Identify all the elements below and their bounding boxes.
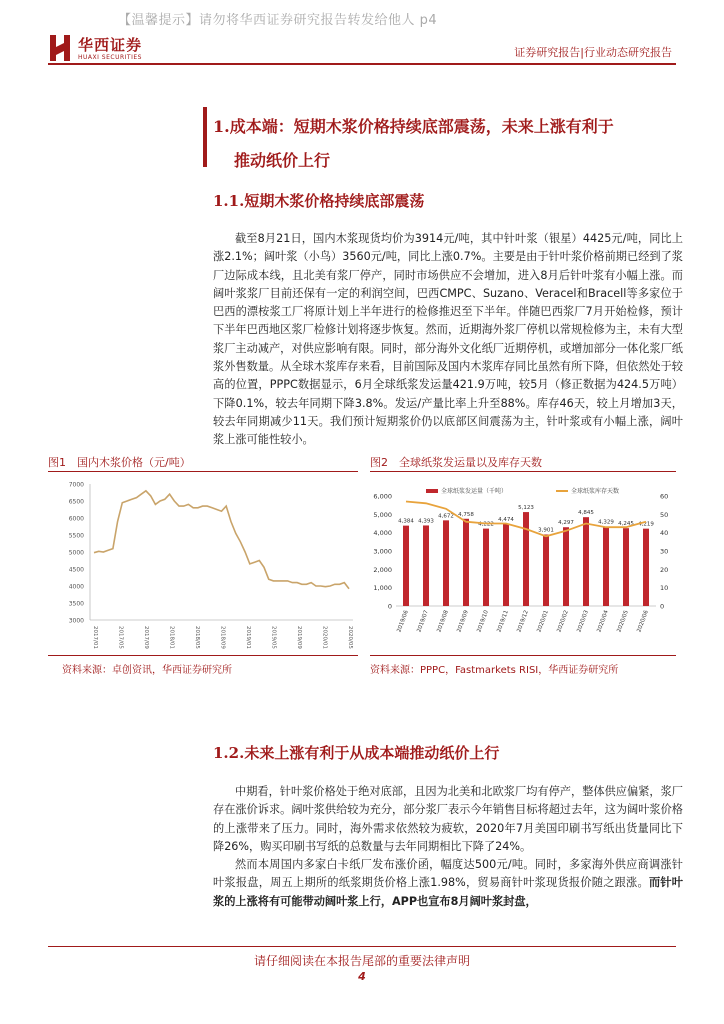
bar-data-label: 5,123: [518, 505, 534, 512]
figure2-title: 图2 全球纸浆发运量以及库存天数: [370, 456, 542, 469]
shipment-bar: [623, 528, 629, 606]
shipment-bar: [603, 527, 609, 606]
section-title-continued: 推动纸价上行: [234, 151, 331, 170]
x-tick-label: 2017/01: [92, 626, 98, 649]
y-tick-label: 4500: [68, 566, 84, 574]
x-tick-label: 2019/08: [436, 609, 450, 634]
section-marker: [203, 107, 207, 167]
x-tick-label: 2019/09: [456, 609, 470, 634]
x-tick-label: 2020/01: [536, 609, 550, 634]
bar-data-label: 3,901: [538, 527, 554, 534]
header-divider: [48, 63, 676, 65]
shipment-bar: [403, 526, 409, 606]
figure1-source: 资料来源：卓创资讯，华西证券研究所: [62, 665, 232, 676]
y-tick-label: 7000: [68, 481, 84, 489]
footer-divider: [48, 946, 676, 947]
bar-data-label: 4,393: [418, 518, 434, 525]
paragraph-mid-term: 中期看，针叶浆价格处于绝对底部，且因为北美和北欧浆厂均有停产，整体供应偏紧，浆厂存在涨价诉求。阔叶浆供给较为充分，部分浆厂表示今年销售目标将超过去年，这为阔叶浆价格的上涨带来了压力。同时，海外需求依然较为疲软，2020年7月美国印刷书写纸出货量同比下降26%，购买印刷书写纸的总数量与去年同期相比下降了24%。: [213, 785, 683, 853]
x-tick-label: 2019/01: [245, 626, 251, 649]
shipment-bar: [563, 527, 569, 606]
shipment-bar: [643, 529, 649, 606]
x-tick-label: 2019/09: [296, 626, 302, 649]
shipment-bar: [443, 520, 449, 606]
x-tick-label: 2020/01: [321, 626, 328, 649]
x-tick-label: 2020/04: [596, 609, 610, 634]
y2-tick-label: 40: [660, 529, 669, 538]
confidentiality-warning: 【温馨提示】请勿将华西证券研究报告转发给他人 p4: [118, 13, 438, 28]
bar-data-label: 4,672: [438, 513, 454, 520]
y-tick-label: 6500: [68, 498, 84, 506]
legend-label-inventory: 全球纸浆库存天数: [571, 488, 620, 495]
y-tick-label: 5000: [68, 549, 84, 557]
x-tick-label: 2020/05: [347, 626, 353, 649]
x-tick-label: 2020/06: [636, 609, 650, 634]
report-type-label: 证券研究报告|行业动态研究报告: [514, 46, 672, 59]
y1-tick-label: 5,000: [373, 510, 392, 519]
section-title: 1.成本端：短期木浆价格持续底部震荡，未来上涨有利于: [213, 117, 614, 136]
x-tick-label: 2020/03: [576, 609, 590, 634]
bar-data-label: 4,329: [598, 519, 614, 526]
y1-tick-label: 1,000: [373, 584, 392, 593]
x-tick-label: 2019/10: [476, 609, 490, 634]
legal-notice: 请仔细阅读在本报告尾部的重要法律声明: [253, 954, 470, 968]
bar-data-label: 4,219: [638, 521, 654, 528]
page-number: 4: [358, 970, 366, 983]
x-tick-label: 2017/09: [143, 626, 149, 649]
figure2-rule: [370, 471, 676, 472]
x-tick-label: 2019/06: [396, 609, 410, 634]
subsection-title-1-2: 1.2.未来上涨有利于从成本端推动纸价上行: [213, 744, 500, 762]
legend-label-shipments: 全球纸浆发运量（千吨）: [441, 488, 508, 495]
y1-tick-label: 6,000: [373, 492, 392, 501]
paragraph-bold-text: 而针叶浆的上涨将有可能带动阔叶浆上行，APP也宣布8月阔叶浆封盘，: [213, 876, 683, 908]
x-tick-label: 2019/11: [496, 609, 510, 634]
bar-data-label: 4,245: [618, 521, 634, 528]
pulp-shipment-bar-chart: [366, 474, 678, 654]
x-tick-label: 2017/05: [117, 626, 124, 649]
figure1-title: 图1 国内木浆价格（元/吨）: [48, 456, 191, 469]
bar-data-label: 4,845: [578, 510, 594, 517]
paragraph-price-increase: [213, 856, 683, 911]
y1-tick-label: 0: [387, 602, 392, 611]
bar-data-label: 4,222: [478, 521, 494, 528]
legend-swatch-shipments: [426, 489, 438, 493]
x-tick-label: 2020/05: [616, 609, 630, 634]
logo-subtext: HUAXI SECURITIES: [78, 54, 142, 61]
logo-text: 华西证券: [78, 36, 143, 54]
y2-tick-label: 60: [660, 492, 669, 501]
shipment-bar: [423, 525, 429, 606]
x-tick-label: 2019/05: [270, 626, 277, 649]
x-tick-label: 2018/01: [168, 626, 175, 649]
y-tick-label: 6000: [68, 515, 84, 523]
company-logo: [48, 33, 198, 65]
figure1-rule: [48, 471, 358, 472]
y2-tick-label: 0: [660, 602, 665, 611]
price-line: [94, 491, 349, 589]
y-tick-label: 3500: [68, 600, 84, 608]
huaxi-logo-icon: [48, 33, 72, 63]
paragraph-normal-text: 然而本周国内多家白卡纸厂发布涨价函，幅度达500元/吨。同时，多家海外供应商调涨针叶浆报盘，周五上期所的纸浆期货价格上涨1.98%，贸易商针叶浆现货报价随之跟涨。: [213, 858, 683, 890]
subsection-title-1-1: 1.1.短期木浆价格持续底部震荡: [213, 192, 425, 210]
x-tick-label: 2019/12: [516, 609, 530, 634]
bar-data-label: 4,297: [558, 520, 574, 527]
shipment-bar: [523, 512, 529, 606]
y-tick-label: 5500: [68, 532, 84, 540]
y1-tick-label: 3,000: [373, 547, 392, 556]
x-tick-label: 2019/07: [416, 609, 430, 634]
y2-tick-label: 50: [660, 510, 669, 519]
bar-data-label: 4,384: [398, 518, 414, 525]
bar-data-label: 4,758: [458, 511, 474, 518]
figure2-source: 资料来源：PPPC，Fastmarkets RISI，华西证券研究所: [370, 665, 619, 676]
y-tick-label: 4000: [68, 583, 84, 591]
y1-tick-label: 4,000: [373, 529, 392, 538]
shipment-bar: [463, 519, 469, 606]
x-tick-label: 2020/02: [556, 609, 570, 634]
paragraph-pulp-price: 截至8月21日，国内木浆现货均价为3914元/吨，其中针叶浆（银星）4425元/吨，同比上涨2.1%；阔叶浆（小鸟）3560元/吨，同比上涨0.7%。主要是由于针叶浆价格前期已经到了浆厂边际成本线，且北美有浆厂停产，同时市场供应不会增加，进入8月后针叶浆有小幅上涨。而阔叶浆浆厂目前还保有一定的利润空间，巴西CMPC、Suzano、Veracel和Bracell等多家位于巴西的漂桉浆工厂将原计划上半年进行的检修推迟至下半年。伴随巴西浆厂7月开始检修，预计下半年巴西地区浆厂检修计划将逐步恢复。然而，近期海外浆厂停机以常规检修为主，未有大型浆厂主动减产，对供应影响有限。同时，部分海外文化纸厂近期停机，或增加部分一体化浆厂纸浆外售数量。从全球木浆库存来看，目前国际及国内木浆库存同比虽然有所下降，但依然处于较高的位置，PPPC数据显示，6月全球纸浆发运量421.9万吨，较5月（修正数据为424.5万吨）下降0.1%，较去年同期下降3.8%。发运/产量比率上升至88%。库存46天，较上月增加3天，较去年同期减少11天。我们预计短期浆价仍以底部区间震荡为主，针叶浆或有小幅上涨，阔叶浆上涨可能性较小。: [213, 232, 683, 447]
y1-tick-label: 2,000: [373, 565, 392, 574]
x-tick-label: 2018/09: [219, 626, 226, 649]
x-tick-label: 2018/05: [194, 626, 200, 649]
y2-tick-label: 10: [660, 584, 669, 593]
shipment-bar: [503, 524, 509, 606]
y-tick-label: 3000: [68, 617, 84, 625]
figure2-source-rule: [370, 655, 676, 656]
shipment-bar: [543, 534, 549, 606]
figure1-source-rule: [48, 655, 358, 656]
bar-data-label: 4,474: [498, 516, 514, 523]
y2-tick-label: 30: [660, 547, 669, 556]
y2-tick-label: 20: [660, 565, 669, 574]
shipment-bar: [583, 517, 589, 606]
pulp-price-line-chart: [48, 474, 358, 652]
shipment-bar: [483, 529, 489, 606]
